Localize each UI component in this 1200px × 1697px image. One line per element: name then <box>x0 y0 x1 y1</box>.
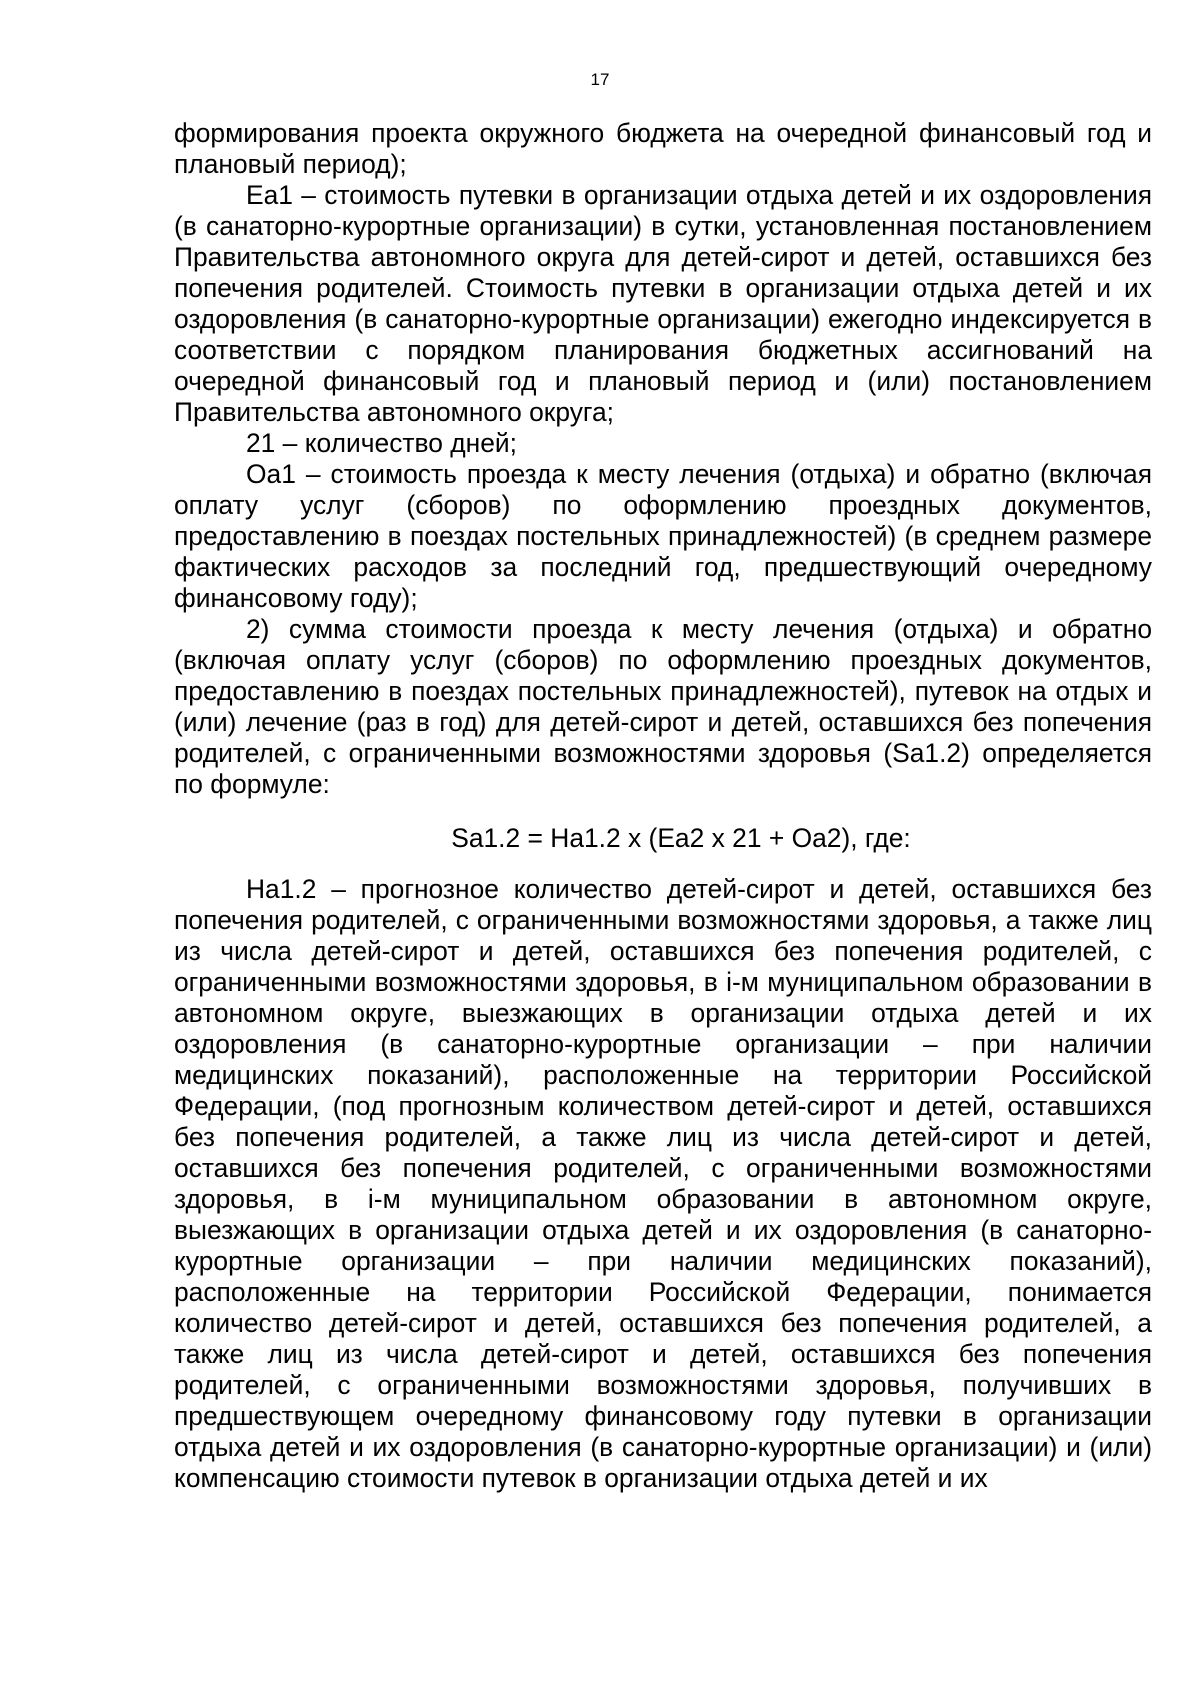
paragraph-ea1-definition: Еа1 – стоимость путевки в организации отдыха детей и их оздоровления (в санаторно-курортные организации) в сутки, установленная постановлением Правительства автономного округа для детей-сирот и детей, оставшихся без попечения родителей. Стоимость путевки в организации отдыха детей и их оздоровления (в санаторно-курортные организации) ежегодно индексируется в соответствии с порядком планирования бюджетных ассигнований на очередной финансовый год и плановый период и (или) постановлением Правительства автономного округа; <box>174 180 1152 427</box>
paragraph-item-2: 2) сумма стоимости проезда к месту лечения (отдыха) и обратно (включая оплату услуг (сборов) по оформлению проездных документов, предоставлению в поездах постельных принадлежностей), путевок на отдых и (или) лечение (раз в год) для детей-сирот и детей, оставшихся без попечения родителей, с ограниченными возможностями здоровья (Sа1.2) определяется по формуле: <box>174 614 1152 799</box>
paragraph-ha12-definition: На1.2 – прогнозное количество детей-сирот и детей, оставшихся без попечения родителей, с ограниченными возможностями здоровья, а также лиц из числа детей-сирот и детей, оставшихся без попечения родителей, с ограниченными возможностями здоровья, в i-м муниципальном образовании в автономном округе, выезжающих в организации отдыха детей и их оздоровления (в санаторно-курортные организации – при наличии медицинских показаний), расположенные на территории Российской Федерации, (под прогнозным количеством детей-сирот и детей, оставшихся без попечения родителей, а также лиц из числа детей-сирот и детей, оставшихся без попечения родителей, с ограниченными возможностями здоровья, в i-м муниципальном образовании в автономном округе, выезжающих в организации отдыха детей и их оздоровления (в санаторно-курортные организации – при наличии медицинских показаний), расположенные на территории Российской Федерации, понимается количество детей-сирот и детей, оставшихся без попечения родителей, а также лиц из числа детей-сирот и детей, оставшихся без попечения родителей, с ограниченными возможностями здоровья, получивших в предшествующем очередному финансовому году путевки в организации отдыха детей и их оздоровления (в санаторно-курортные организации) и (или) компенсацию стоимости путевок в организации отдыха детей и их <box>174 874 1152 1493</box>
paragraph-days-definition: 21 – количество дней; <box>246 428 517 458</box>
formula: Sа1.2 = На1.2 x (Еа2 x 21 + Оа2), где: <box>451 823 911 853</box>
paragraph-continuation: формирования проекта окружного бюджета на очередной финансовый год и плановый период); <box>174 118 1152 179</box>
paragraph-oa1-definition: Оа1 – стоимость проезда к месту лечения (отдыха) и обратно (включая оплату услуг (сборов) по оформлению проездных документов, предоставлению в поездах постельных принадлежностей) (в среднем размере фактических расходов за последний год, предшествующий очередному финансовому году); <box>174 459 1152 613</box>
page-number: 17 <box>590 70 610 89</box>
document-body <box>174 118 1152 1494</box>
